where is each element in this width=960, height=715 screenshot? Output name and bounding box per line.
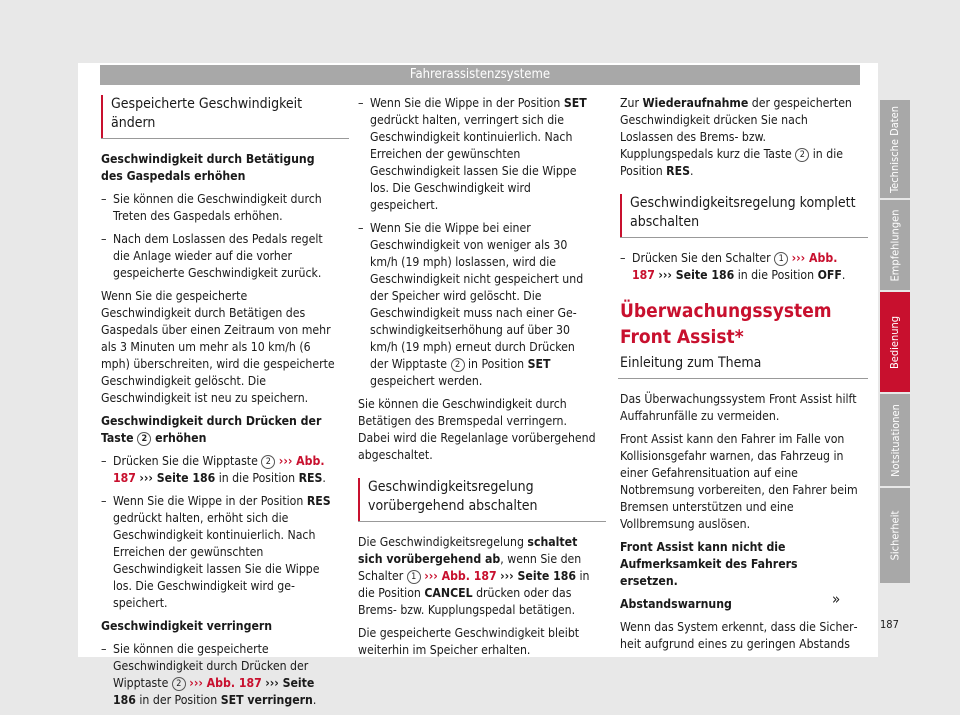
list-item: – Wenn Sie die Wippe in der Position RES gedrückt halten, erhöht sich die Geschwindigkeit kontinuierlich. Nach Erreichen der gewünschten Geschwindigkeit lassen Sie die Wippe los. Die Geschwindigkeit wird gespeichert. xyxy=(101,493,339,612)
warning-note: Front Assist kann nicht die Aufmerksamkeit des Fahrers ersetzen. xyxy=(620,540,798,588)
tab-empfehlungen[interactable]: Empfehlungen xyxy=(880,200,910,290)
section-heading-intro: Einleitung zum Thema xyxy=(620,354,858,379)
list-item: – Drücken Sie die Wipptaste 2 ››› Abb. 187 ››› Seite 186 in die Position RES. xyxy=(101,453,339,487)
callout-2-icon: 2 xyxy=(795,148,809,162)
page-link[interactable]: ››› Seite 186 xyxy=(113,676,315,707)
subheading-decrease: Geschwindigkeit verringern xyxy=(101,619,273,633)
list-item: – Wenn Sie die Wippe in der Position SET gedrückt halten, verringert sich die Geschwindigkeit kontinuierlich. Nach Erreichen der gewünschten Geschwindigkeit lassen Sie die Wippe los. Die Geschwindigkeit wird gespeichert. xyxy=(358,95,596,214)
section-heading-change-speed: Gespeicherte Geschwindigkeit ändern xyxy=(101,95,339,139)
page-link[interactable]: ››› Seite 186 xyxy=(500,569,576,583)
list-item: – Sie können die gespeicherte Geschwindigkeit durch Drücken der Wipptaste 2 ››› Abb. 187 ››› Seite 186 in der Position SET verringern. xyxy=(101,641,339,709)
list-item: – Wenn Sie die Wippe bei einer Geschwindigkeit von weniger als 30 km/h (19 mph) loslassen, wird die Geschwindigkeit nicht gespeichert und der Speicher wird gelöscht. Die Geschwindigkeit muss nach einer Geschwindigkeitserhöhung auf über 30 km/h (19 mph) erneut durch Drücken der Wipptaste 2 in Position SET gespeichert werden. xyxy=(358,220,596,390)
paragraph: Wenn Sie die gespeicherte Geschwindigkeit durch Betätigen des Gaspedals über einen Zeitraum von mehr als 3 Minuten um mehr als 10 km/h (6 mph) überschreiten, wird die gespeicherte Geschwindigkeit gelöscht. Die Geschwindigkeit ist neu zu speichern. xyxy=(101,289,335,405)
column-3 xyxy=(620,95,858,659)
column-2 xyxy=(358,95,596,665)
chapter-header: Fahrerassistenzsysteme xyxy=(100,65,860,85)
column-1 xyxy=(101,95,339,715)
chapter-title: Überwachungssystem Front Assist* xyxy=(620,300,832,348)
callout-1-icon: 1 xyxy=(774,252,788,266)
page-number: 187 xyxy=(880,618,899,631)
page-link[interactable]: ››› Seite 186 xyxy=(139,471,216,485)
paragraph: Die gespeicherte Geschwindigkeit bleibt weiterhin im Speicher erhalten. xyxy=(358,626,580,657)
paragraph: Zur Wiederaufnahme der gespeicherten Geschwindigkeit drücken Sie nach Loslassen des Brems- bzw. Kupplungspedals kurz die Taste 2 in die Position RES. xyxy=(620,96,852,178)
tab-bedienung[interactable]: Bedienung xyxy=(880,292,910,392)
continue-marker: » xyxy=(832,590,841,608)
paragraph: Wenn das System erkennt, dass die Sicherheit aufgrund eines zu geringen Abstands xyxy=(620,620,858,651)
subheading-accelerator: Geschwindigkeit durch Betätigung des Gaspedals erhöhen xyxy=(101,152,315,183)
callout-1-icon: 1 xyxy=(407,570,421,584)
callout-2-icon: 2 xyxy=(261,455,275,469)
subheading-button: Geschwindigkeit durch Drücken der Taste 2 erhöhen xyxy=(101,414,322,445)
paragraph: Front Assist kann den Fahrer im Falle von Kollisionsgefahr warnen, das Fahrzeug in einer Gefahrensituation auf eine Notbremsung vorbereiten, den Fahrer beim Bremsen unterstützen und eine Vollbremsung auslösen. xyxy=(620,432,858,531)
paragraph: Das Überwachungssystem Front Assist hilft Auffahrunfälle zu vermeiden. xyxy=(620,392,857,423)
tab-sicherheit[interactable]: Sicherheit xyxy=(880,488,910,583)
section-heading-temporary-off: Geschwindigkeitsregelung vorübergehend abschalten xyxy=(358,478,596,522)
figure-link[interactable]: ››› Abb. 187 xyxy=(424,569,497,583)
section-heading-complete-off: Geschwindigkeitsregelung komplett abschalten xyxy=(620,194,858,238)
figure-link[interactable]: ››› Abb. 187 xyxy=(189,676,262,690)
callout-2-icon: 2 xyxy=(137,432,151,446)
figure-link[interactable]: ››› Abb. 187 xyxy=(113,454,325,485)
callout-2-icon: 2 xyxy=(451,358,465,372)
list-item: – Drücken Sie den Schalter 1 ››› Abb. 187 ››› Seite 186 in die Position OFF. xyxy=(620,250,858,284)
list-item: – Sie können die Geschwindigkeit durch Treten des Gaspedals erhöhen. xyxy=(101,191,339,225)
tab-technische-daten[interactable]: Technische Daten xyxy=(880,100,910,198)
paragraph: Sie können die Geschwindigkeit durch Betätigen des Bremspedal verringern. Dabei wird die Regelanlage vorübergehend abgeschaltet. xyxy=(358,397,596,462)
list-item: – Nach dem Loslassen des Pedals regelt die Anlage wieder auf die vorher gespeicherte Geschwindigkeit zurück. xyxy=(101,231,339,282)
page-link[interactable]: ››› Seite 186 xyxy=(658,268,735,282)
paragraph: Die Geschwindigkeitsregelung schaltet sich vorübergehend ab, wenn Sie den Schalter 1 ››› Abb. 187 ››› Seite 186 in die Position CANCEL drücken oder das Brems- bzw. Kupplungspedal betätigen. xyxy=(358,535,590,617)
tab-notsituationen[interactable]: Notsituationen xyxy=(880,394,910,486)
subheading-distance: Abstandswarnung xyxy=(620,597,732,611)
figure-link[interactable]: ››› Abb. 187 xyxy=(632,251,838,282)
callout-2-icon: 2 xyxy=(172,677,186,691)
